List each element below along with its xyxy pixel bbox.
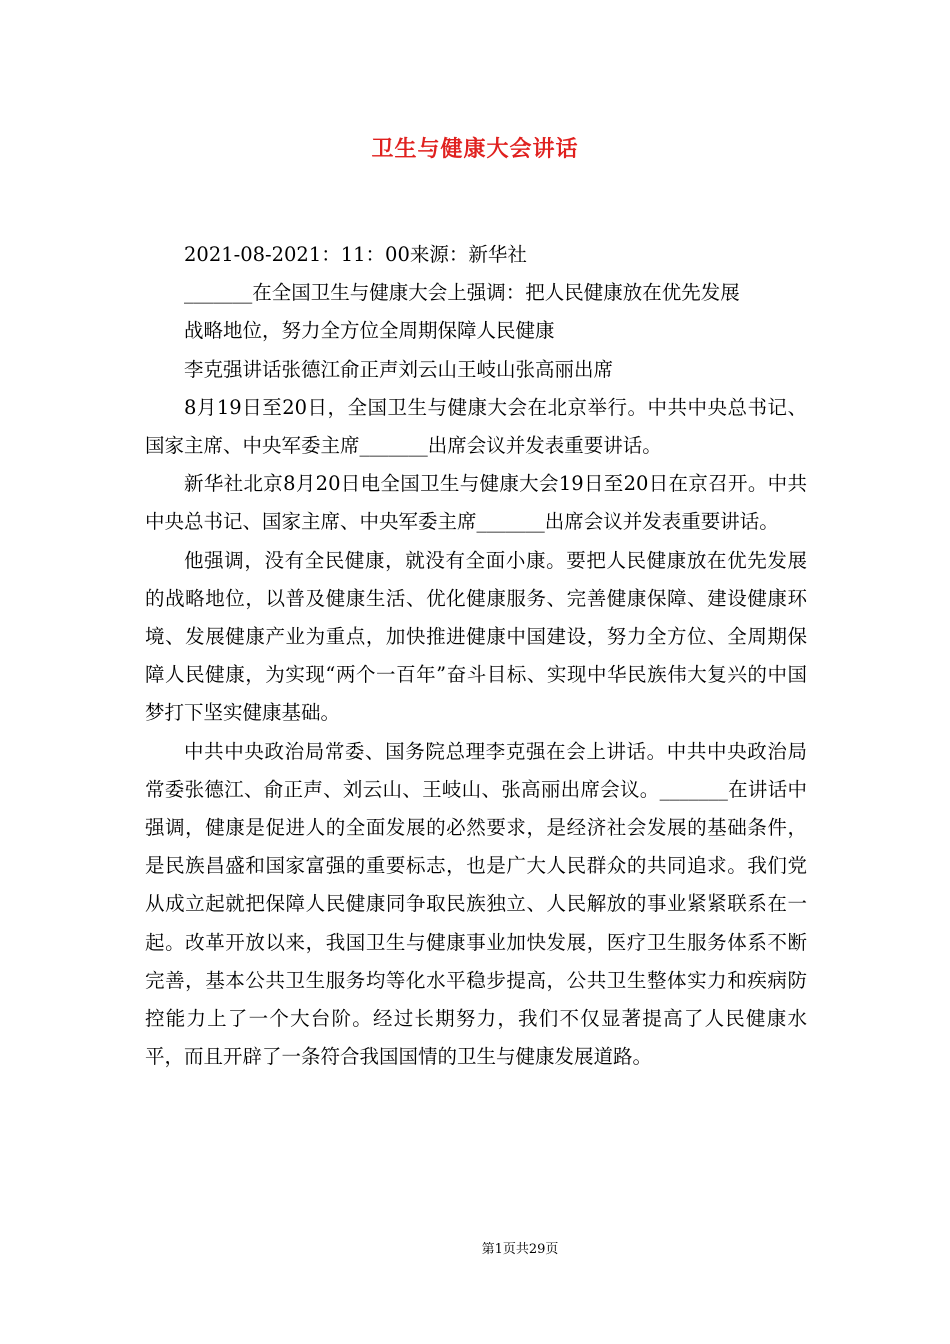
body-paragraph: 新华社北京8月20日电全国卫生与健康大会19日至20日在京召开。中共中央总书记、国家主席、中央军委主席_______出席会议并发表重要讲话。 [145, 472, 807, 534]
page-number-footer: 第1页共29页 [481, 1242, 559, 1257]
body-paragraph: 他强调，没有全民健康，就没有全面小康。要把人民健康放在优先发展的战略地位，以普及健康生活、优化健康服务、完善健康保障、建设健康环境、发展健康产业为重点，加快推进健康中国建设，努力全方位、全周期保障人民健康，为实现“两个一百年”奋斗目标、实现中华民族伟大复兴的中国梦打下坚实健康基础。 [145, 548, 807, 725]
body-paragraph: 中共中央政治局常委、国务院总理李克强在会上讲话。中共中央政治局常委张德江、俞正声、刘云山、王岐山、张高丽出席会议。_______在讲话中强调，健康是促进人的全面发展的必然要求，是经济社会发展的基础条件，是民族昌盛和国家富强的重要标志，也是广大人民群众的共同追求。我们党从成立起就把保障人民健康同争取民族独立、人民解放的事业紧紧联系在一起。改革开放以来，我国卫生与健康事业加快发展，医疗卫生服务体系不断完善，基本公共卫生服务均等化水平稳步提高，公共卫生整体实力和疾病防控能力上了一个大台阶。经过长期努力，我们不仅显著提高了人民健康水平，而且开辟了一条符合我国国情的卫生与健康发展道路。 [145, 739, 807, 1069]
headline-paragraph: _______在全国卫生与健康大会上强调：把人民健康放在优先发展 [184, 281, 740, 305]
document-title: 卫生与健康大会讲话 [371, 136, 579, 162]
body-paragraph: 8月19日至20日，全国卫生与健康大会在北京举行。中共中央总书记、国家主席、中央军委主席_______出席会议并发表重要讲话。 [145, 395, 807, 458]
document-body [145, 236, 807, 1076]
attendees-paragraph: 李克强讲话张德江俞正声刘云山王岐山张高丽出席 [184, 357, 614, 381]
subheadline-paragraph: 战略地位，努力全方位全周期保障人民健康 [184, 319, 555, 343]
dateline-paragraph: 2021-08-2021：11：00来源：新华社 [184, 243, 527, 266]
